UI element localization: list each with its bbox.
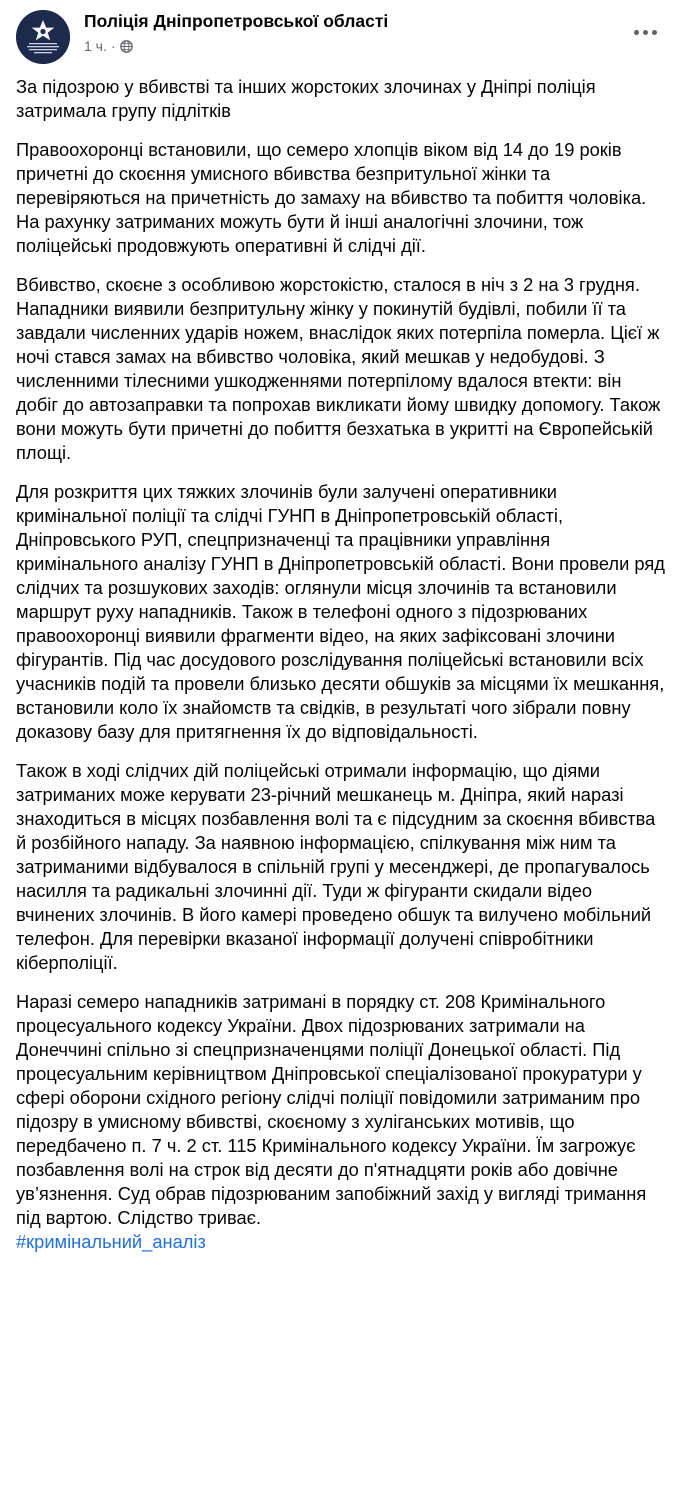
hashtag-link[interactable]: #кримінальний_аналіз <box>16 1231 206 1252</box>
police-logo <box>16 10 70 64</box>
post-paragraph: Наразі семеро нападників затримані в порядку ст. 208 Кримінального процесуального кодексу України. Двох підозрюваних затримали на Донеччині спільно зі спецпризначенцями поліції Донецької області. Під процесуальним керівництвом Дніпровської спеціалізованої прокуратури у сфері оборони східного регіону слідчі поліції повідомили затриманим про підозру в умисному вбивстві, скоєному з хуліганських мотивів, що передбачено п. 7 ч. 2 ст. 115 Кримінального кодексу України. Їм загрожує позбавлення волі на строк від десяти до п'ятнадцяти років або довічне ув’язнення. Суд обрав підозрюваним запобіжний захід у вигляді тримання під вартою. Слідство триває. <box>16 991 647 1228</box>
post-paragraph: Також в ході слідчих дій поліцейські отримали інформацію, що діями затриманих може керувати 23-річний мешканець м. Дніпра, який наразі знаходиться в місцях позбавлення волі та є підсудним за скоєння вбивства й розбійного нападу. За наявною інформацією, спілкування між ним та затриманими відбувалося в спільній групі у месенджері, де пропагувалось насилля та радикальні злочинні дії. Туди ж фігуранти скидали відео вчинених злочинів. В його камері проведено обшук та вилучено мобільний телефон. Для перевірки вказаної інформації долучені співробітники кіберполіції. <box>16 760 656 973</box>
page-name-link[interactable]: Поліція Дніпропетровської області <box>84 11 389 31</box>
avatar[interactable] <box>16 10 70 64</box>
more-options-button[interactable] <box>627 20 663 44</box>
meta-separator: · <box>110 38 116 54</box>
post-header <box>16 10 663 62</box>
post-meta <box>84 38 133 54</box>
post-paragraph: Для розкриття цих тяжких злочинів були залучені оперативники кримінальної поліції та слідчі ГУНП в Дніпропетровській області, Дніпровського РУП, спецпризначенці та працівники управління кримінального аналізу ГУНП в Дніпропетровській області. Вони провели ряд слідчих та розшукових заходів: оглянули місця злочинів та встановили маршрут руху нападників. Також в телефоні одного з підозрюваних правоохоронці виявили фрагменти відео, на яких зафіксовані злочини фігурантів. Під час досудового розслідування поліцейські встановили всіх учасників подій та провели близько десяти обшуків за місцями їх мешкання, встановили коло їх знайомств та свідків, в результаті чого зібрали повну доказову базу для притягнення їх до відповідальності. <box>16 481 665 742</box>
post-time-link[interactable]: 1 ч. <box>84 38 107 54</box>
more-horizontal-icon <box>634 30 639 35</box>
more-horizontal-icon <box>652 30 657 35</box>
post-paragraph: Правоохоронці встановили, що семеро хлопців віком від 14 до 19 років причетні до скоєння умисного вбивства безпритульної жінки та перевіряються на причетність до замаху на вбивство та побиття чоловіка. На рахунку затриманих можуть бути й інші аналогічні злочини, тож поліцейські продовжують оперативні й слідчі дії. <box>16 139 647 256</box>
post-paragraph: Вбивство, скоєне з особливою жорстокістю, сталося в ніч з 2 на 3 грудня. Нападники виявили безпритульну жінку у покинутій будівлі, побили її та завдали численних ударів ножем, внаслідок яких потерпіла померла. Цієї ж ночі стався замах на вбивство чоловіка, який мешкав у недобудові. З численними тілесними ушкодженнями потерпілому вдалося втекти: він добіг до автозаправки та попрохав викликати йому швидку допомогу. Також вони можуть бути причетні до побиття безхатька в укритті на Європейській площі. <box>16 274 661 463</box>
more-horizontal-icon <box>643 30 648 35</box>
post-body <box>16 75 666 1254</box>
post-headline: За підозрою у вбивстві та інших жорстоких злочинах у Дніпрі поліція затримала групу підлітків <box>16 76 596 121</box>
globe-icon[interactable] <box>120 40 133 53</box>
